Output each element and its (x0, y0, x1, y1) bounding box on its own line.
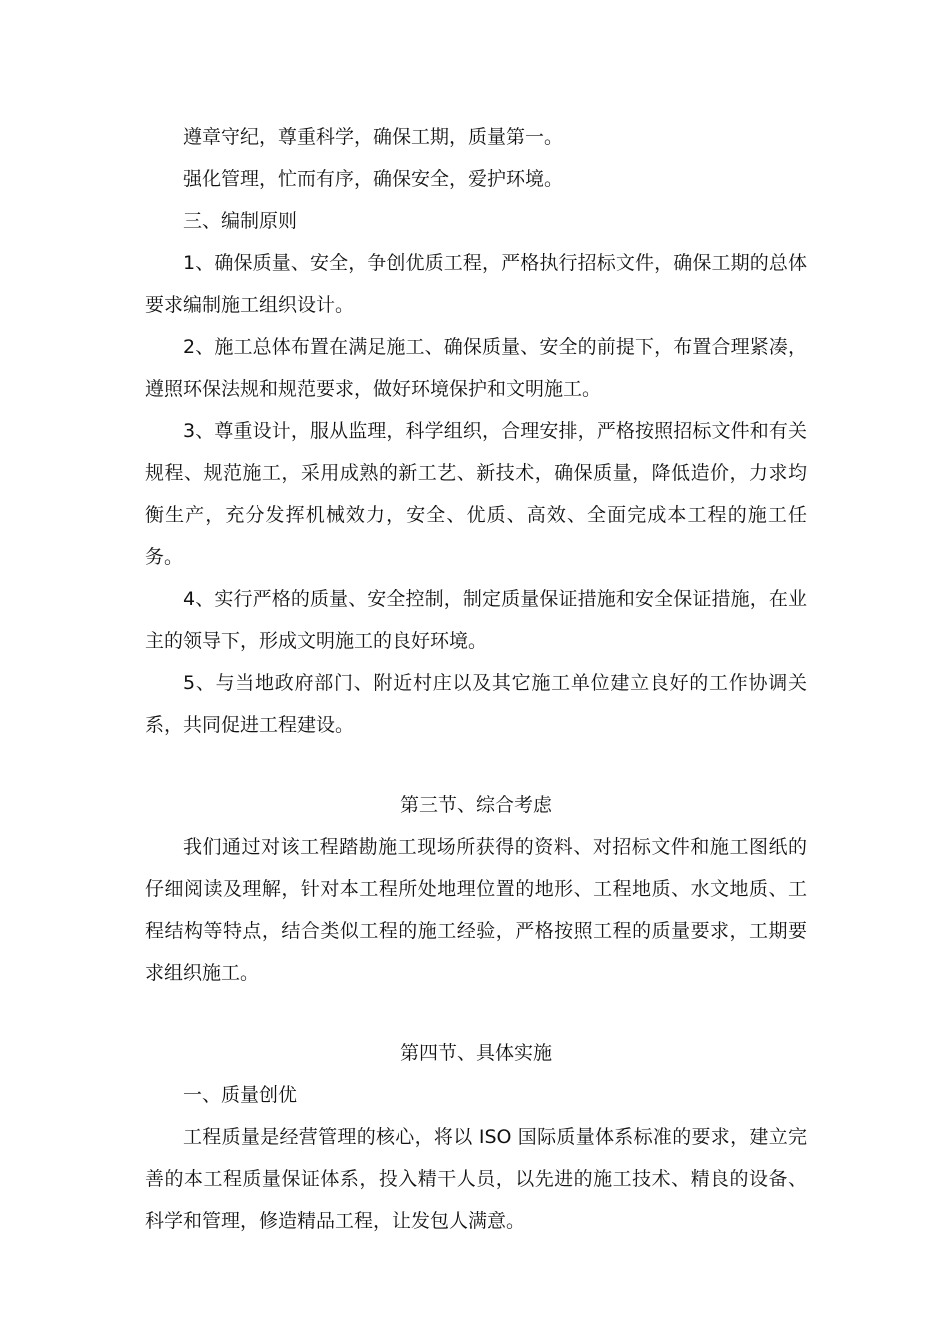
document-body (145, 116, 807, 1242)
section-heading-4: 第四节、具体实施 (399, 1042, 552, 1064)
paragraph-item-4: 4、实行严格的质量、安全控制，制定质量保证措施和安全保证措施，在业主的领导下，形成文明施工的良好环境。 (145, 588, 807, 652)
paragraph-item-2: 2、施工总体布置在满足施工、确保质量、安全的前提下，布置合理紧凑，遵照环保法规和规范要求，做好环境保护和文明施工。 (145, 336, 807, 400)
subheading-quality: 一、质量创优 (183, 1084, 298, 1106)
paragraph-principle-1: 遵章守纪，尊重科学，确保工期，质量第一。 (183, 126, 564, 148)
paragraph-item-5: 5、与当地政府部门、附近村庄以及其它施工单位建立良好的工作协调关系，共同促进工程建设。 (145, 672, 807, 736)
paragraph-item-1: 1、确保质量、安全，争创优质工程，严格执行招标文件，确保工期的总体要求编制施工组织设计。 (145, 252, 807, 316)
paragraph-item-3: 3、尊重设计，服从监理，科学组织，合理安排，严格按照招标文件和有关规程、规范施工，采用成熟的新工艺、新技术，确保质量，降低造价，力求均衡生产，充分发挥机械效力，安全、优质、高效、全面完成本工程的施工任务。 (145, 420, 807, 568)
subheading-compilation-principles: 三、编制原则 (183, 210, 298, 232)
section-heading-3: 第三节、综合考虑 (399, 794, 552, 816)
section-3-body: 我们通过对该工程踏勘施工现场所获得的资料、对招标文件和施工图纸的仔细阅读及理解，针对本工程所处地理位置的地形、工程地质、水文地质、工程结构等特点，结合类似工程的施工经验，严格按照工程的质量要求，工期要求组织施工。 (145, 836, 807, 984)
paragraph-principle-2: 强化管理，忙而有序，确保安全，爱护环境。 (183, 168, 564, 190)
section-4-body: 工程质量是经营管理的核心，将以 ISO 国际质量体系标准的要求，建立完善的本工程质量保证体系，投入精干人员，以先进的施工技术、精良的设备、科学和管理，修造精品工程，让发包人满意。 (145, 1126, 807, 1232)
